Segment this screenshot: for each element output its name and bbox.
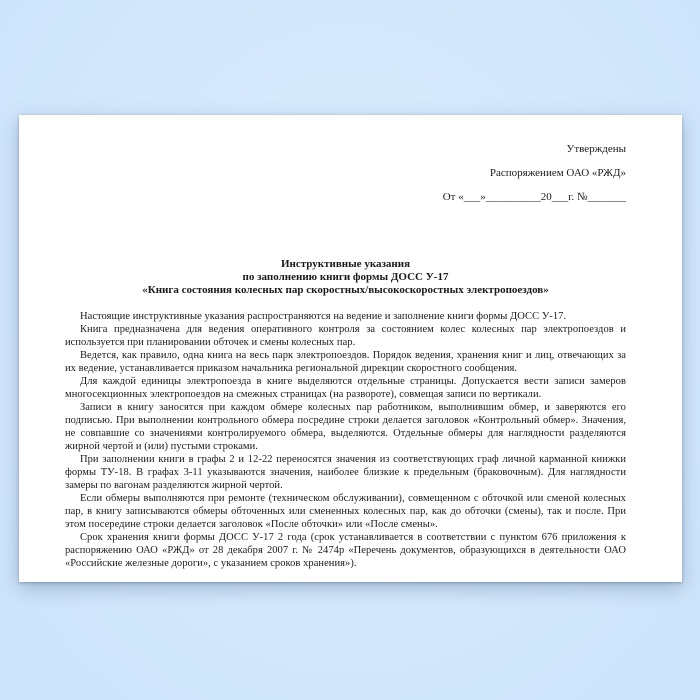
paragraph-1: Настоящие инструктивные указания распространяются на ведение и заполнение книги формы ДОСС У-17. <box>80 311 567 322</box>
document-body <box>65 310 626 570</box>
approval-line-approved: Утверждены <box>566 143 626 155</box>
approval-block <box>65 137 626 209</box>
approval-line-order: Распоряжением ОАО «РЖД» <box>489 167 626 179</box>
document-title <box>65 258 626 297</box>
paragraph-7: Если обмеры выполняются при ремонте (техническом обслуживании), совмещенном с обточкой или сменой колесных пар, в книгу записываются обмеры обточенных или смененных колесных пар, как до обточки (смены), так и после. При этом посередине строки делается заголовок «После обточки» или «После смены». <box>65 493 626 530</box>
paragraph-3: Ведется, как правило, одна книга на весь парк электропоездов. Порядок ведения, хранения книг и лиц, отвечающих за их ведение, устанавливается приказом начальника региональной дирекции скоростного сообщения. <box>65 350 626 374</box>
title-line-3: «Книга состояния колесных пар скоростных/высокоскоростных электропоездов» <box>142 284 549 296</box>
paragraph-4: Для каждой единицы электропоезда в книге выделяются отдельные страницы. Допускается вести записи замеров многосекционных электропоездов на смежных страницах (на развороте), совмещая записи по вертикали. <box>65 376 626 400</box>
paragraph-6: При заполнении книги в графы 2 и 12-22 переносятся значения из соответствующих граф личной карманной книжки формы ТУ-18. В графах 3-11 указываются значения, наиболее близкие к предельным (браковочным). Для наглядности замеры по вагонам разделяются жирной чертой. <box>65 454 626 491</box>
title-line-2: по заполнению книги формы ДОСС У-17 <box>242 271 449 283</box>
paragraph-5: Записи в книгу заносятся при каждом обмере колесных пар работником, выполнившим обмер, и заверяются его подписью. При выполнении контрольного обмера посредине строки делается заголовок «Контрольный обмер». Значения, не совпавшие со значениями контролируемого обмера, выделяются. Отдельные обмеры для наглядности разделяются жирной чертой и (или) пустыми строками. <box>65 402 626 452</box>
document-page <box>19 115 682 582</box>
title-line-1: Инструктивные указания <box>280 258 411 270</box>
paragraph-2: Книга предназначена для ведения оперативного контроля за состоянием колес колесных пар электропоездов и используется при планировании обточек и смены колесных пар. <box>65 324 626 348</box>
paragraph-8: Срок хранения книги формы ДОСС У-17 2 года (срок устанавливается в соответствии с пунктом 676 приложения к распоряжению ОАО «РЖД» от 28 декабря 2007 г. № 2474р «Перечень документов, образующихся в деятельности ОАО «Российские железные дороги», с указанием сроков хранения»). <box>65 532 626 569</box>
approval-line-date-number: От «___»__________20___г. №_______ <box>442 191 626 203</box>
